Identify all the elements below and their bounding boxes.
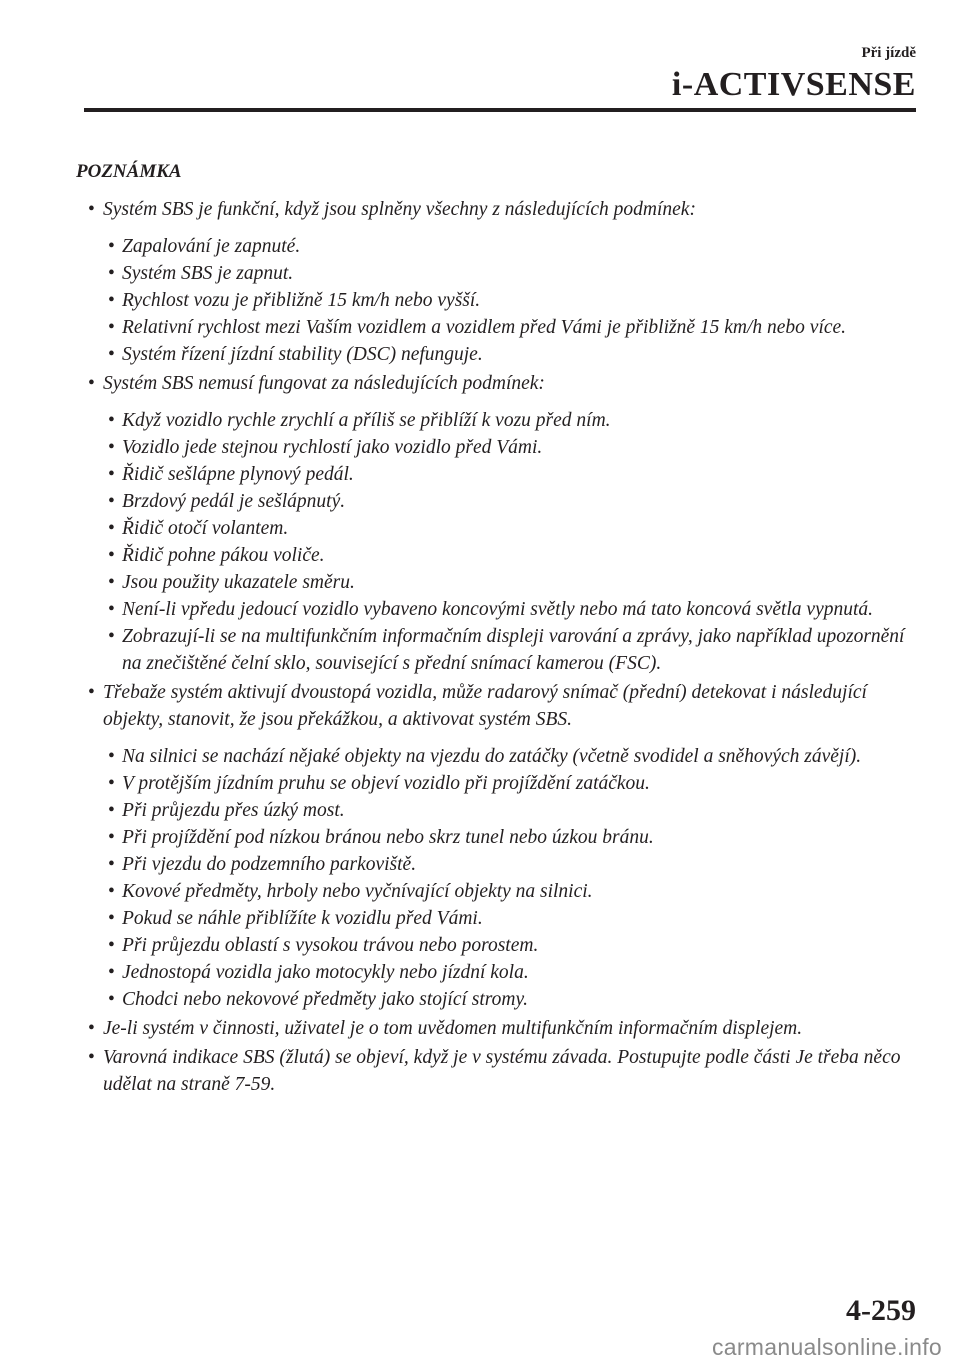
bullet-glyph: • <box>108 800 115 821</box>
sub-item-text: Není-li vpředu jedoucí vozidlo vybaveno koncovými světly nebo má tato koncová světla vypnutá. <box>122 599 874 620</box>
chapter-title: i-ACTIVSENSE <box>671 66 916 103</box>
sub-item-text: Systém SBS je zapnut. <box>122 263 294 284</box>
bullet-glyph: • <box>108 290 115 311</box>
sub-item-text: Při projíždění pod nízkou bránou nebo skrz tunel nebo úzkou bránu. <box>122 827 654 848</box>
page-number: 4-259 <box>846 1294 916 1327</box>
sub-item <box>76 797 918 824</box>
bullet-glyph: • <box>88 199 95 220</box>
sub-item <box>76 959 918 986</box>
sub-item-text: Pokud se náhle přiblížíte k vozidlu před Vámi. <box>122 908 483 929</box>
bullet-glyph: • <box>108 908 115 929</box>
bullet-glyph: • <box>88 1047 95 1068</box>
running-header <box>672 44 916 104</box>
bullet-glyph: • <box>88 1018 95 1039</box>
note-item-text: Třebaže systém aktivují dvoustopá vozidla, může radarový snímač (přední) detekovat i následující objekty, stanovit, že jsou překážkou, a aktivovat systém SBS. <box>103 682 867 730</box>
sub-list <box>76 743 918 1013</box>
watermark: carmanualsonline.info <box>711 1334 942 1360</box>
bullet-glyph: • <box>108 344 115 365</box>
sub-item-text: Zobrazují-li se na multifunkčním informačním displeji varování a zprávy, jako například upozornění na znečištěné čelní sklo, související s přední snímací kamerou (FSC). <box>122 626 905 674</box>
sub-item <box>76 287 918 314</box>
sub-item-text: Při vjezdu do podzemního parkoviště. <box>122 854 417 875</box>
sub-item <box>76 434 918 461</box>
sub-item-text: Kovové předměty, hrboly nebo vyčnívající objekty na silnici. <box>122 881 593 902</box>
sub-item <box>76 461 918 488</box>
note-item <box>76 679 918 733</box>
bullet-glyph: • <box>108 599 115 620</box>
sub-item <box>76 986 918 1013</box>
note-list <box>76 196 918 1098</box>
note-item-text: Systém SBS je funkční, když jsou splněny všechny z následujících podmínek: <box>103 199 696 220</box>
sub-item <box>76 824 918 851</box>
sub-item-text: Brzdový pedál je sešlápnutý. <box>122 491 346 512</box>
sub-item <box>76 623 918 677</box>
sub-item-text: Při průjezdu oblastí s vysokou trávou nebo porostem. <box>122 935 539 956</box>
sub-item-text: Řidič pohne pákou voliče. <box>122 545 325 566</box>
note-item-text: Je-li systém v činnosti, uživatel je o tom uvědomen multifunkčním informačním displejem. <box>103 1018 803 1039</box>
bullet-glyph: • <box>108 746 115 767</box>
sub-item-text: Systém řízení jízdní stability (DSC) nefunguje. <box>122 344 483 365</box>
sub-item-text: Relativní rychlost mezi Vaším vozidlem a vozidlem před Vámi je přibližně 15 km/h nebo více. <box>122 317 847 338</box>
sub-item-text: Chodci nebo nekovové předměty jako stojící stromy. <box>122 989 528 1010</box>
sub-item <box>76 878 918 905</box>
sub-item <box>76 515 918 542</box>
bullet-glyph: • <box>108 410 115 431</box>
note-item <box>76 1015 918 1042</box>
sub-item <box>76 905 918 932</box>
bullet-glyph: • <box>108 935 115 956</box>
sub-item <box>76 233 918 260</box>
sub-item <box>76 341 918 368</box>
note-title: POZNÁMKA <box>76 161 182 182</box>
sub-item <box>76 314 918 341</box>
sub-item-text: Při průjezdu přes úzký most. <box>122 800 345 821</box>
sub-item-text: Řidič otočí volantem. <box>122 518 289 539</box>
section-title: Při jízdě <box>861 45 916 61</box>
sub-item <box>76 743 918 770</box>
sub-item-text: Když vozidlo rychle zrychlí a příliš se přiblíží k vozu před ním. <box>122 410 611 431</box>
bullet-glyph: • <box>108 773 115 794</box>
note-item-text: Systém SBS nemusí fungovat za následujících podmínek: <box>103 373 545 394</box>
sub-item <box>76 260 918 287</box>
bullet-glyph: • <box>108 962 115 983</box>
sub-item-text: Zapalování je zapnuté. <box>122 236 301 257</box>
sub-item <box>76 488 918 515</box>
bullet-glyph: • <box>108 491 115 512</box>
bullet-glyph: • <box>108 827 115 848</box>
bullet-glyph: • <box>88 682 95 703</box>
sub-item <box>76 851 918 878</box>
sub-item <box>76 542 918 569</box>
bullet-glyph: • <box>108 464 115 485</box>
sub-item <box>76 569 918 596</box>
bullet-glyph: • <box>108 989 115 1010</box>
bullet-glyph: • <box>108 572 115 593</box>
sub-item-text: Vozidlo jede stejnou rychlostí jako vozidlo před Vámi. <box>122 437 543 458</box>
bullet-glyph: • <box>108 236 115 257</box>
sub-item <box>76 770 918 797</box>
note-item <box>76 370 918 397</box>
bullet-glyph: • <box>108 854 115 875</box>
header-rule <box>84 108 916 112</box>
note-item <box>76 196 918 223</box>
sub-item <box>76 932 918 959</box>
note-item-text: Varovná indikace SBS (žlutá) se objeví, když je v systému závada. Postupujte podle části Je třeba něco udělat na straně 7-59. <box>103 1047 901 1095</box>
sub-item-text: Řidič sešlápne plynový pedál. <box>122 464 354 485</box>
sub-item <box>76 596 918 623</box>
bullet-glyph: • <box>108 545 115 566</box>
note-item <box>76 1044 918 1098</box>
sub-item-text: Jednostopá vozidla jako motocykly nebo jízdní kola. <box>122 962 529 983</box>
bullet-glyph: • <box>108 518 115 539</box>
sub-list <box>76 233 918 368</box>
bullet-glyph: • <box>108 437 115 458</box>
sub-item <box>76 407 918 434</box>
sub-list <box>76 407 918 677</box>
sub-item-text: Rychlost vozu je přibližně 15 km/h nebo vyšší. <box>122 290 481 311</box>
bullet-glyph: • <box>88 373 95 394</box>
bullet-glyph: • <box>108 626 115 647</box>
sub-item-text: Jsou použity ukazatele směru. <box>122 572 355 593</box>
bullet-glyph: • <box>108 881 115 902</box>
note-block <box>76 160 918 1098</box>
sub-item-text: Na silnici se nachází nějaké objekty na vjezdu do zatáčky (včetně svodidel a sněhových závějí). <box>122 746 862 767</box>
sub-item-text: V protějším jízdním pruhu se objeví vozidlo při projíždění zatáčkou. <box>122 773 650 794</box>
bullet-glyph: • <box>108 263 115 284</box>
bullet-glyph: • <box>108 317 115 338</box>
